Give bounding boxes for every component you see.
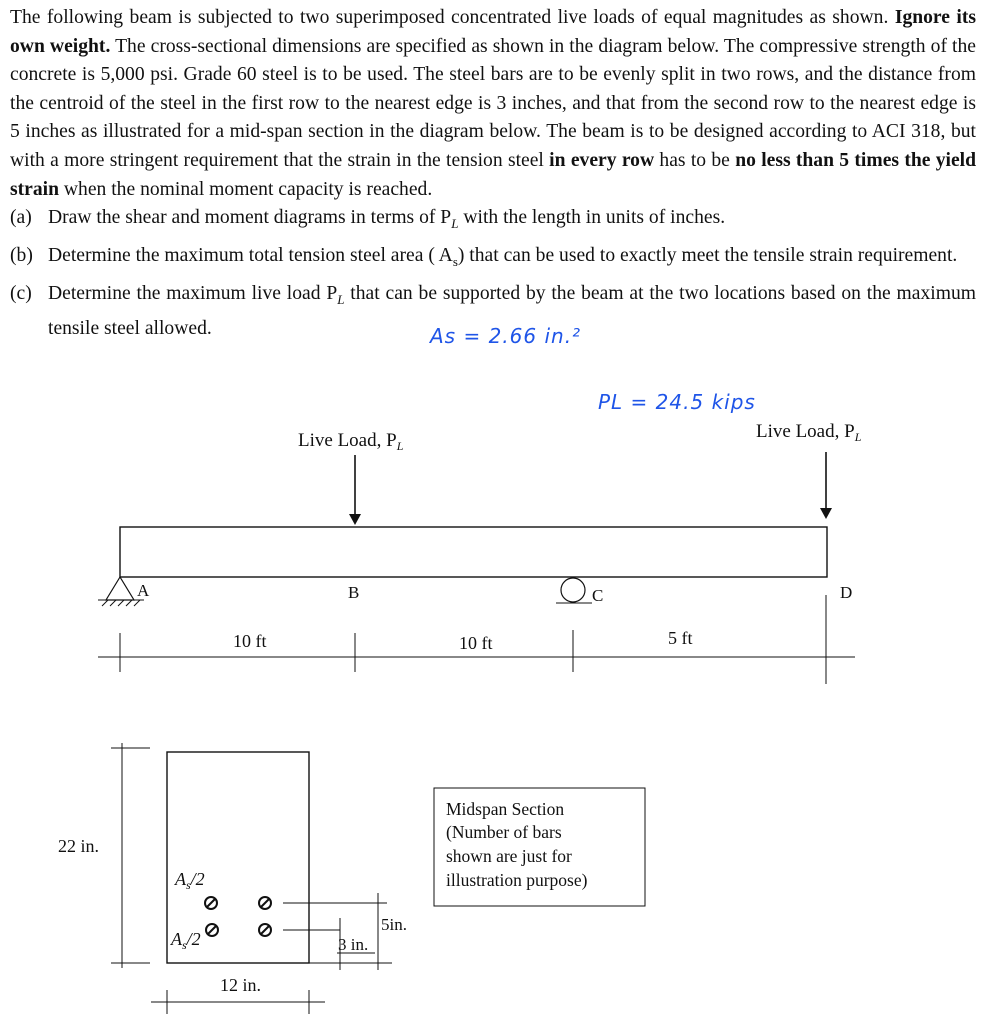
row2-area-label: $A_s/2$ [171, 929, 201, 952]
point-label-d: D [840, 583, 853, 602]
point-label-b: B [348, 583, 360, 602]
midspan-note-line-2: (Number of bars [446, 822, 562, 842]
midspan-note-line-4: illustration purpose) [446, 870, 588, 890]
steel-bars-row-lower [206, 924, 271, 936]
beam-body [120, 527, 827, 577]
dim-5in-label: 5in. [381, 915, 407, 934]
midspan-note-line-3: shown are just for [446, 846, 572, 866]
dim-label-cd: 5 ft [668, 628, 693, 648]
part-b: (b) Determine the maximum total tension steel area ( $A_s$) that can be used to exactly meet the tensile strain requirement. [10, 244, 958, 269]
handwritten-as-answer: As = 2.66 in.² [430, 324, 582, 348]
section-width-label: 12 in. [220, 975, 262, 995]
point-label-a: A [137, 581, 150, 600]
part-a: (a) Draw the shear and moment diagrams in terms of $P_L$ with the length in units of inches. [10, 207, 726, 232]
section-height-label: 22 in. [58, 836, 100, 856]
load-label-right: Live Load, $P_L$ [756, 421, 862, 444]
part-c: (c) Determine the maximum live load $P_L$ that can be supported by the beam at the two locations based on the maximum tensile steel allowed. [10, 283, 976, 339]
steel-bars-row-upper [205, 897, 271, 909]
load-arrow-b [349, 455, 361, 525]
dim-3in-label: 3 in. [338, 935, 369, 954]
dim-label-ab: 10 ft [233, 631, 267, 651]
dim-label-bc: 10 ft [459, 633, 493, 653]
steel-depth-dimensions [283, 893, 392, 970]
row1-area-label: $A_s/2$ [175, 869, 205, 892]
load-label-left: Live Load, $P_L$ [298, 430, 404, 453]
point-label-c: C [592, 586, 604, 605]
load-arrow-d [820, 452, 832, 519]
midspan-note-line-1: Midspan Section [446, 799, 565, 819]
section-height-dimension [111, 743, 150, 968]
problem-intro: The following beam is subjected to two superimposed concentrated live loads of equal magnitudes as shown. Ignore its own weight. The cross-sectional dimensions are specified as shown in the diagram below. The compressive strength of the concrete is 5,000 psi. Grade 60 steel is to be used. The steel bars are to be evenly split in two rows, and the distance from the centroid of the steel in the first row to the nearest edge is 3 inches, and that from the second row to the nearest edge is 5 inches as illustrated for a mid-span section in the diagram below. The beam is to be designed according to ACI 318, but with a more stringent requirement that the strain in the tension steel in every row has to be no less than 5 times the yield strain when the nominal moment capacity is reached. [10, 7, 977, 200]
roller-support-c [556, 578, 592, 603]
handwritten-pl-answer: PL = 24.5 kips [598, 390, 756, 414]
